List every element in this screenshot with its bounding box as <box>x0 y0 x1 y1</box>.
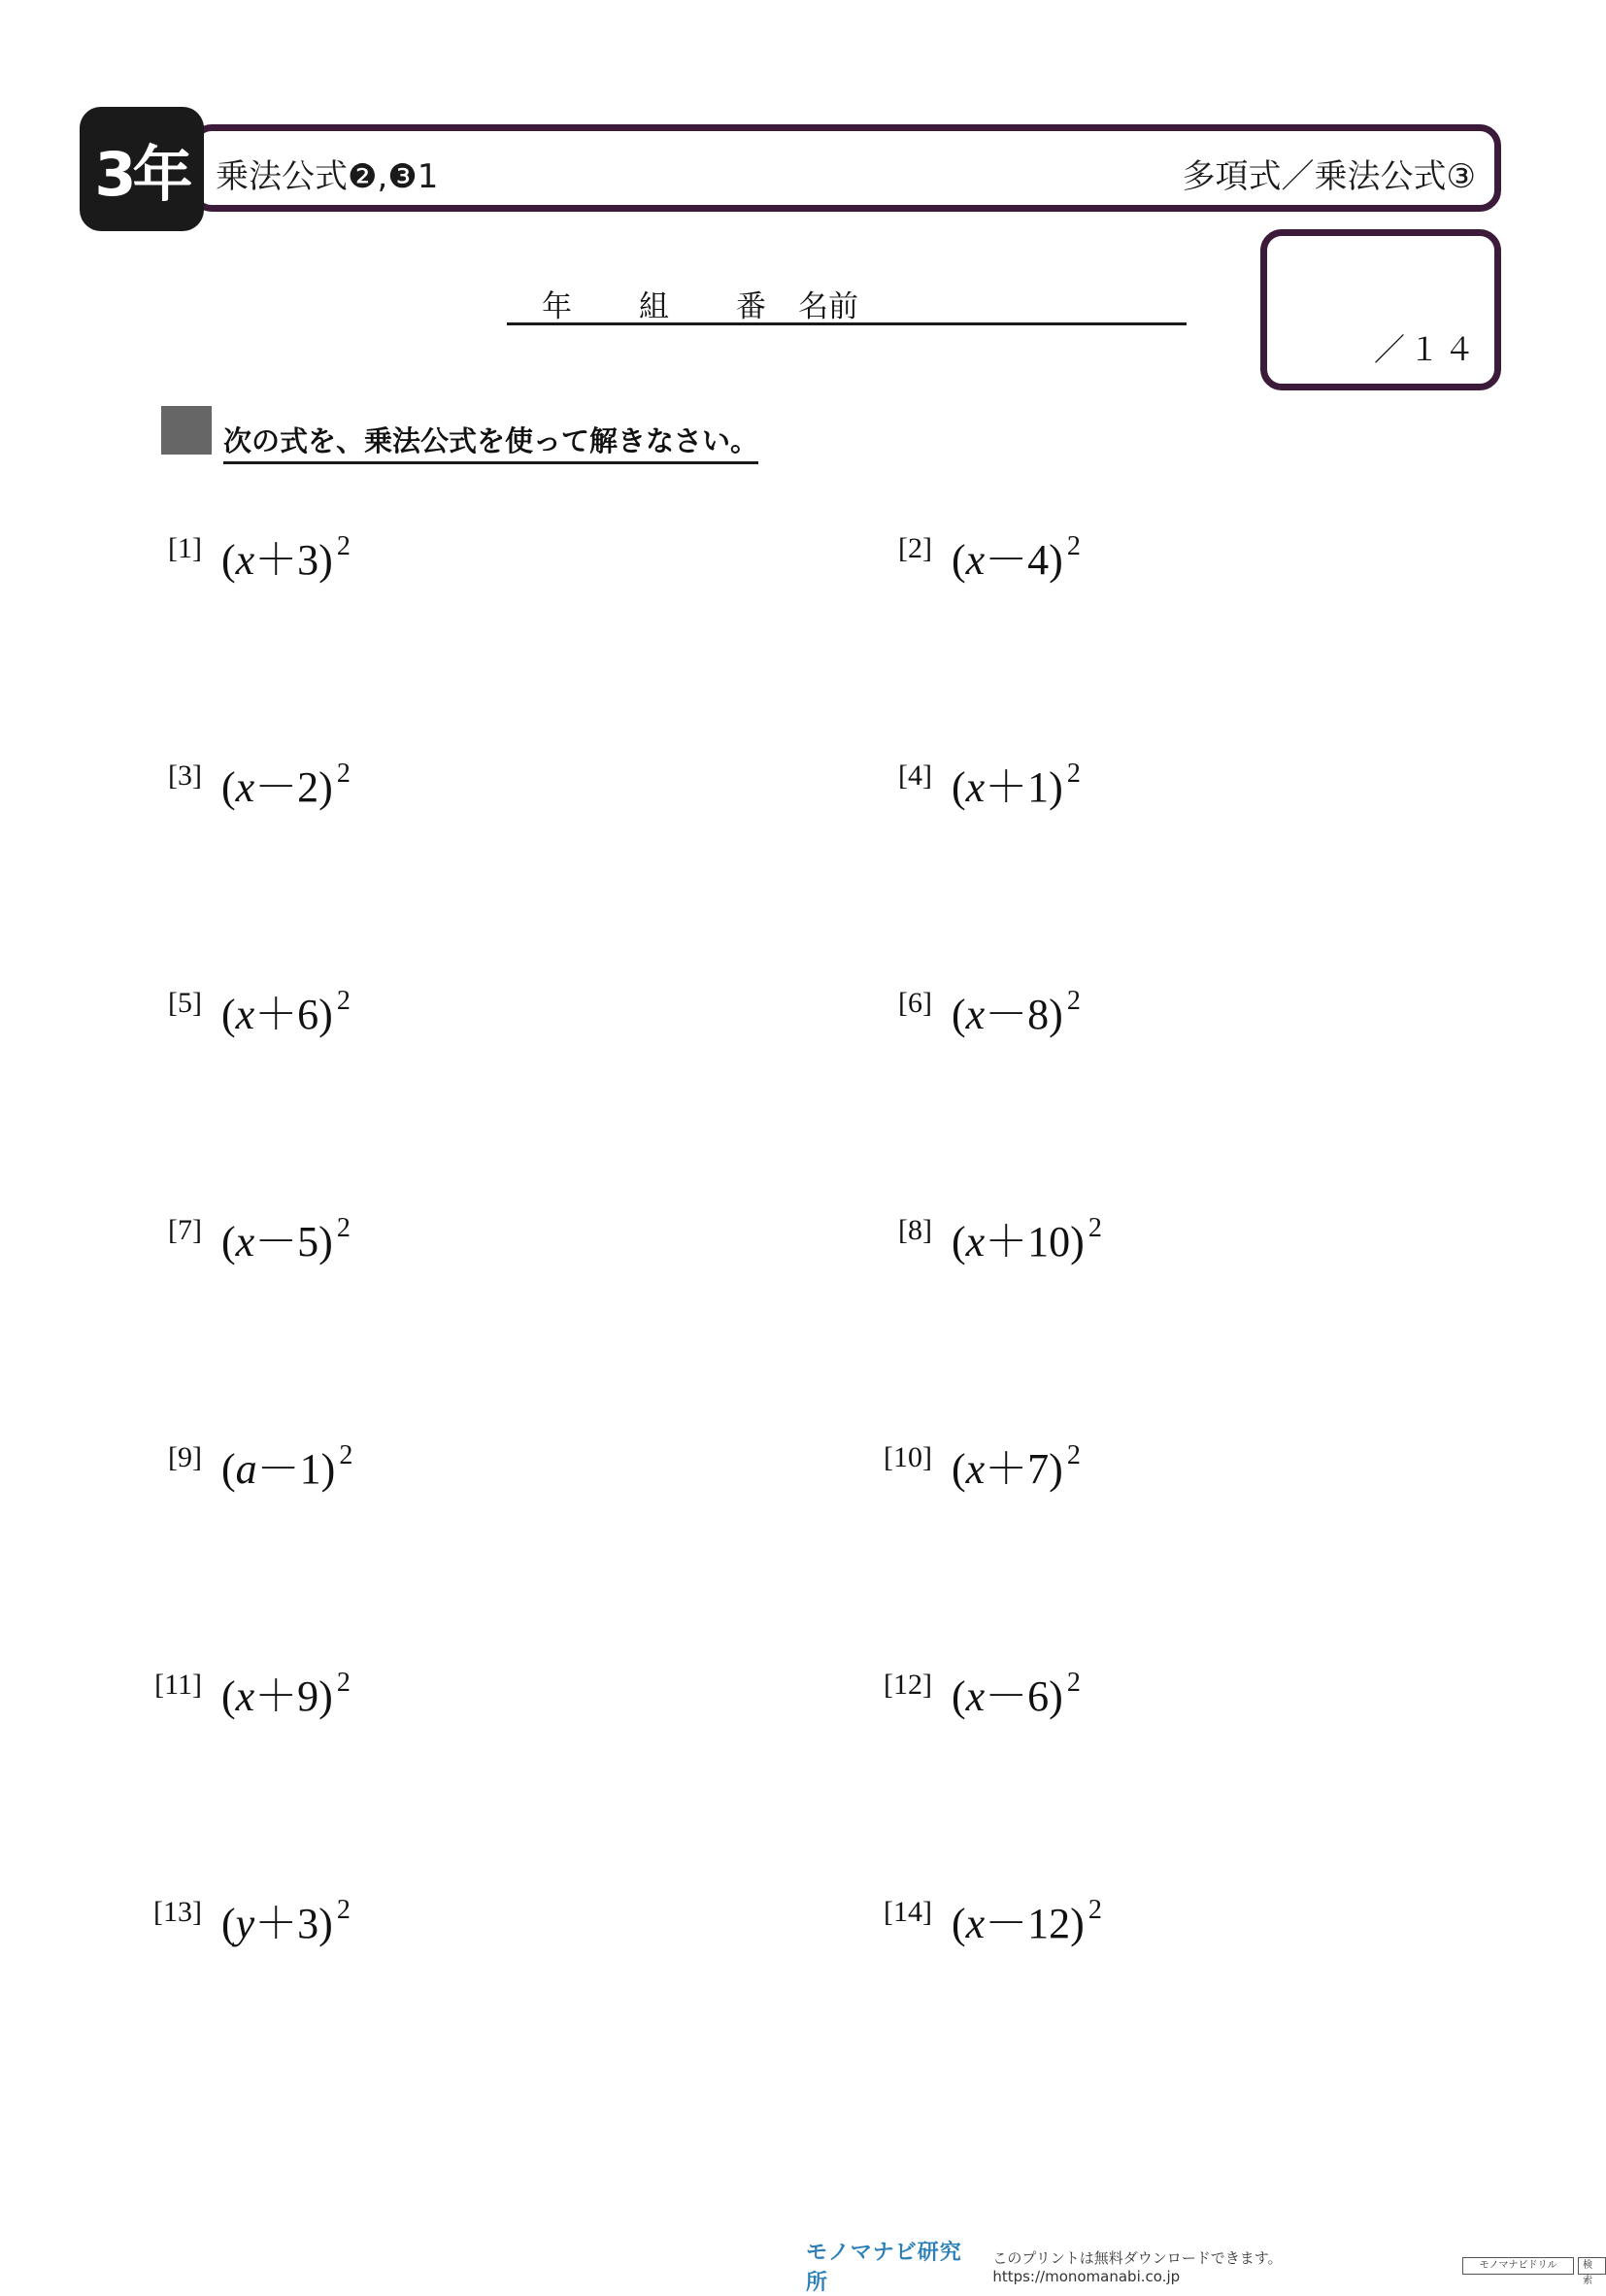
expression-variable: a <box>235 1445 257 1493</box>
expression-paren: ( <box>952 536 966 584</box>
year-label: 年 <box>542 289 572 324</box>
problem-number-label: [2] <box>898 532 932 564</box>
expression-exponent: 2 <box>336 531 351 561</box>
expression-rest: ＋9) <box>254 1672 333 1720</box>
number-label: 番 <box>736 289 766 324</box>
worksheet-title: 乗法公式❷,❸1 <box>216 157 439 196</box>
expression-rest: －12) <box>985 1900 1085 1947</box>
expression-exponent: 2 <box>1087 1895 1102 1925</box>
problem-number <box>144 760 202 798</box>
problem-number-label: [6] <box>898 987 932 1019</box>
expression-exponent: 2 <box>336 1895 351 1925</box>
expression-rest: －6) <box>985 1672 1063 1720</box>
grade-badge: 3年 <box>80 107 204 231</box>
expression-exponent: 2 <box>336 986 351 1016</box>
expression-variable: x <box>235 1218 255 1266</box>
expression-paren: ( <box>221 1672 236 1720</box>
footer-note: このプリントは無料ダウンロードできます。https://monomanabi.co.jp <box>992 2248 1283 2285</box>
expression-exponent: 2 <box>336 1668 351 1698</box>
expression-rest: －1) <box>256 1445 336 1493</box>
expression-paren: ( <box>221 536 236 584</box>
expression-variable: x <box>965 991 986 1038</box>
expression-variable: x <box>965 1445 986 1493</box>
problem-number-label: [3] <box>168 760 202 792</box>
expression-paren: ( <box>952 763 966 811</box>
problem-number <box>144 1214 202 1253</box>
worksheet-category: 多項式／乗法公式③ <box>1182 157 1476 196</box>
footer <box>806 2236 1606 2296</box>
expression-exponent: 2 <box>1066 1440 1081 1470</box>
expression-rest: ＋6) <box>254 991 333 1038</box>
problem-number <box>874 532 932 571</box>
problem-number <box>874 987 932 1026</box>
problem-number <box>874 1214 932 1253</box>
problem-number <box>874 1669 932 1707</box>
problem-number-label: [7] <box>168 1214 202 1246</box>
expression-variable: x <box>965 1672 986 1720</box>
expression-rest: －2) <box>254 763 333 811</box>
problem-number <box>144 1896 202 1935</box>
problem-number <box>874 760 932 798</box>
problem-number-label: [5] <box>168 987 202 1019</box>
expression-variable: x <box>235 1672 255 1720</box>
expression-rest: ＋10) <box>985 1218 1085 1266</box>
score-total: ／１４ <box>1373 331 1479 368</box>
expression-paren: ( <box>952 1445 966 1493</box>
problem-number-label: [8] <box>898 1214 932 1246</box>
expression-rest: ＋3) <box>254 1900 333 1947</box>
expression-rest: －5) <box>254 1218 333 1266</box>
expression-paren: ( <box>221 991 236 1038</box>
problem-number <box>874 1896 932 1935</box>
expression-rest: －8) <box>985 991 1063 1038</box>
expression-paren: ( <box>221 1218 236 1266</box>
expression-paren: ( <box>221 1445 236 1493</box>
footer-logo: モノマナビ研究所 <box>806 2241 962 2295</box>
problem-number-label: [4] <box>898 760 932 792</box>
problem-number <box>144 1669 202 1707</box>
expression-variable: x <box>965 763 986 811</box>
expression-variable: x <box>965 1900 986 1947</box>
expression-variable: x <box>965 1218 986 1266</box>
expression-exponent: 2 <box>336 759 351 789</box>
expression-paren: ( <box>952 1218 966 1266</box>
expression-paren: ( <box>952 1672 966 1720</box>
problem-number <box>144 1441 202 1480</box>
expression-exponent: 2 <box>1066 986 1081 1016</box>
expression-paren: ( <box>221 763 236 811</box>
name-line <box>507 282 1187 325</box>
problem-number <box>874 1441 932 1480</box>
instruction-marker <box>161 406 212 455</box>
problem-number-label: [13] <box>153 1896 202 1928</box>
footer-search <box>1462 2257 1606 2286</box>
expression-exponent: 2 <box>1066 1668 1081 1698</box>
expression-paren: ( <box>221 1900 236 1947</box>
instruction-text: 次の式を、乗法公式を使って解きなさい。 <box>223 420 758 464</box>
problem-number-label: [9] <box>168 1441 202 1473</box>
problem-number-label: [12] <box>884 1669 932 1701</box>
footer-search-button: 検索 <box>1578 2257 1606 2275</box>
problem-number-label: [10] <box>884 1441 932 1473</box>
problem-number <box>144 987 202 1026</box>
expression-rest: －4) <box>985 536 1063 584</box>
class-label: 組 <box>639 289 669 324</box>
problem-number-label: [14] <box>884 1896 932 1928</box>
expression-exponent: 2 <box>1087 1213 1102 1243</box>
expression-rest: ＋1) <box>985 763 1063 811</box>
expression-variable: x <box>235 536 255 584</box>
expression-variable: x <box>235 991 255 1038</box>
expression-variable: x <box>965 536 986 584</box>
expression-variable: y <box>235 1900 255 1947</box>
problem-number-label: [1] <box>168 532 202 564</box>
problem-number-label: [11] <box>154 1669 202 1701</box>
expression-rest: ＋3) <box>254 536 333 584</box>
expression-exponent: 2 <box>339 1440 353 1470</box>
expression-exponent: 2 <box>1066 759 1081 789</box>
footer-search-field: モノマナビドリル <box>1462 2257 1574 2275</box>
name-label: 名前 <box>798 289 858 324</box>
score-box <box>1260 229 1501 390</box>
expression-variable: x <box>235 763 255 811</box>
problem-number <box>144 532 202 571</box>
expression-exponent: 2 <box>1066 531 1081 561</box>
expression-exponent: 2 <box>336 1213 351 1243</box>
expression-paren: ( <box>952 991 966 1038</box>
expression-rest: ＋7) <box>985 1445 1063 1493</box>
expression-paren: ( <box>952 1900 966 1947</box>
